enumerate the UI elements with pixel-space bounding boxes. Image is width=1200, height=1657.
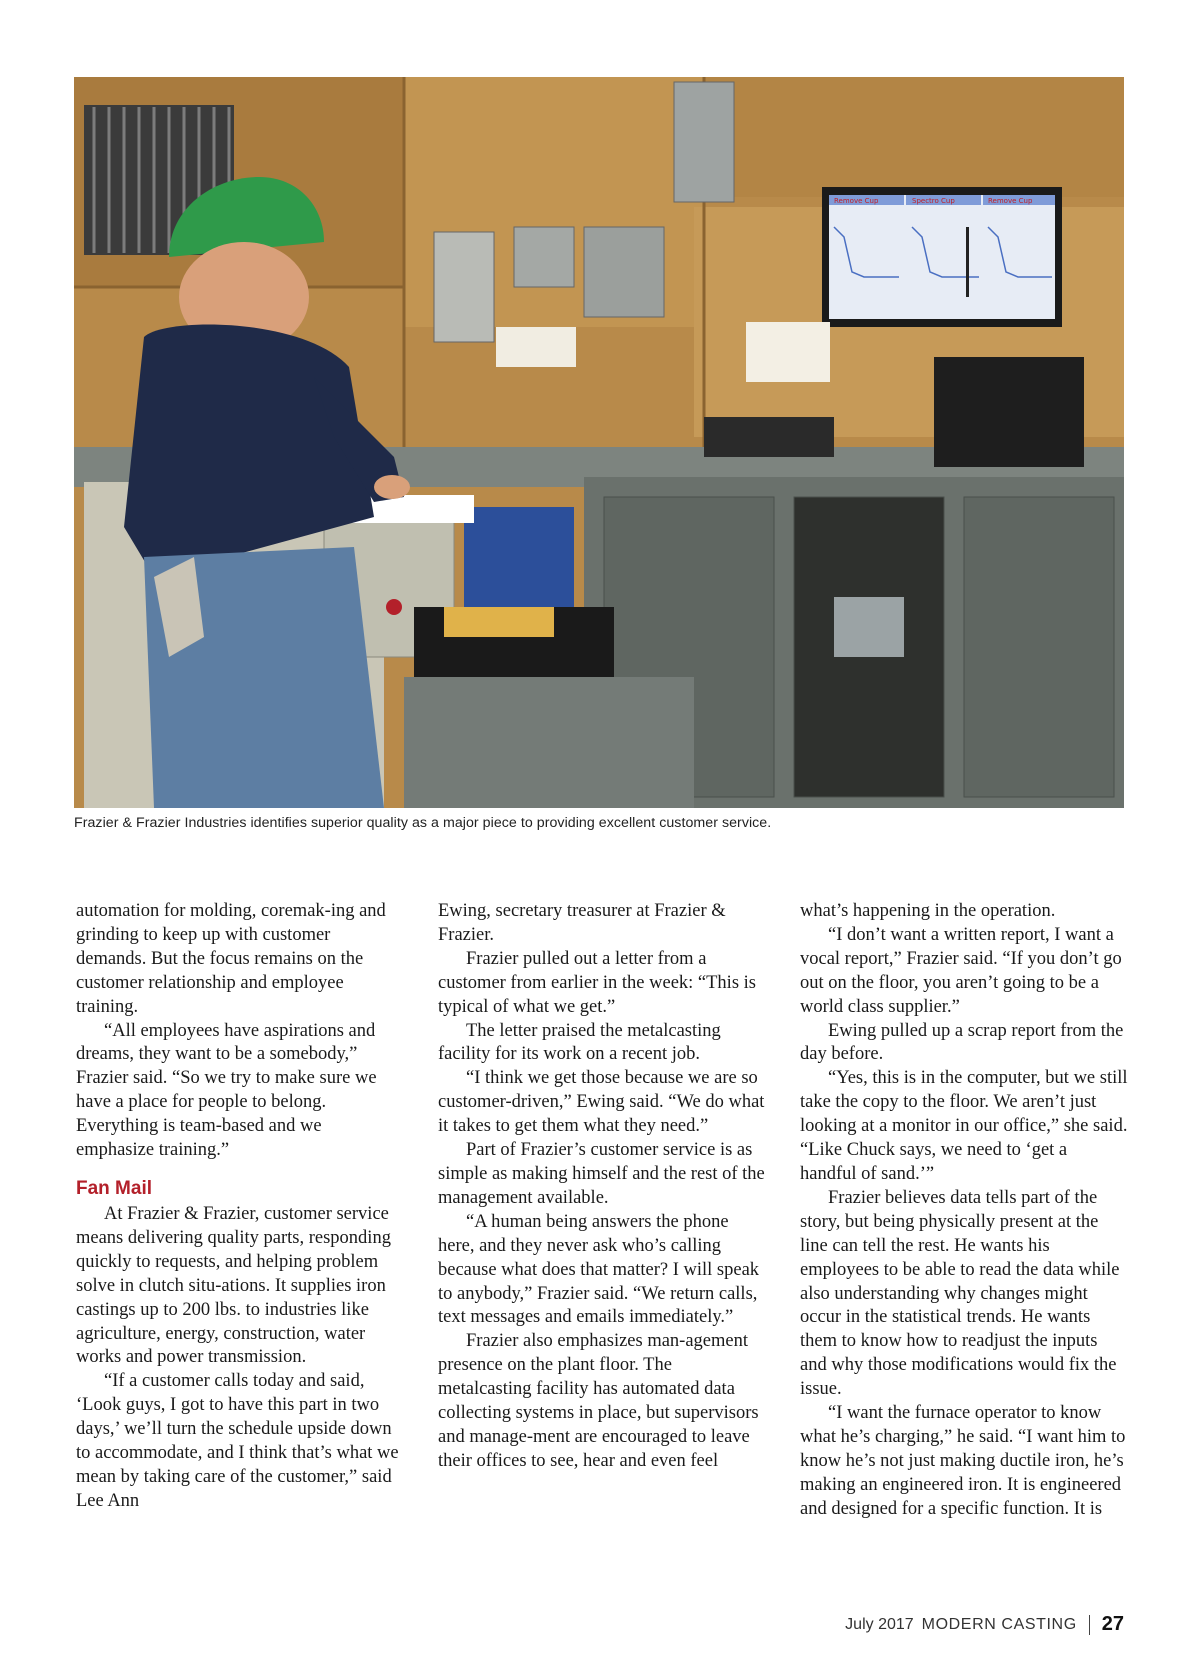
text-column-3 bbox=[800, 900, 1128, 1522]
paragraph: “I think we get those because we are so customer-driven,” Ewing said. “We do what it takes to get them what they need.” bbox=[438, 1068, 765, 1137]
paragraph: automation for molding, coremak-ing and grinding to keep up with customer demands. But the focus remains on the customer relationship and employee training. bbox=[76, 901, 386, 1017]
paragraph: Frazier believes data tells part of the story, but being physically present at the line can tell the rest. He wants his employees to be able to read the data while also understanding why changes might occur in the statistical trends. He wants them to know how to readjust the inputs and why those modifications would fix the issue. bbox=[800, 1187, 1120, 1400]
paragraph: Frazier pulled out a letter from a customer from earlier in the week: “This is typical of what we get.” bbox=[438, 948, 756, 1017]
paragraph: Ewing, secretary treasurer at Frazier & Frazier. bbox=[438, 901, 726, 945]
paragraph: At Frazier & Frazier, customer service means delivering quality parts, responding quickly to requests, and helping problem solve in clutch situ-ations. It supplies iron castings up to 200 lbs. to industries like agriculture, energy, construction, water works and power transmission. bbox=[76, 1203, 391, 1368]
paragraph: “I don’t want a written report, I want a vocal report,” Frazier said. “If you don’t go out on the floor, you aren’t going to be a world class supplier.” bbox=[800, 924, 1122, 1017]
text-column-2 bbox=[438, 900, 766, 1474]
text-column-1 bbox=[76, 900, 404, 1514]
paragraph: Ewing pulled up a scrap report from the day before. bbox=[800, 1020, 1124, 1065]
paragraph: what’s happening in the operation. bbox=[800, 901, 1056, 921]
paragraph: “If a customer calls today and said, ‘Look guys, I got to have this part in two days,’ we’ll turn the schedule upside down to accommodate, and I think that’s what we mean by taking care of the customer,” said Lee Ann bbox=[76, 1371, 399, 1511]
paragraph: “All employees have aspirations and dreams, they want to be a somebody,” Frazier said. “So we try to make sure we have a place for people to belong. Everything is team-based and we emphasize training.” bbox=[76, 1020, 377, 1161]
paragraph: The letter praised the metalcasting facility for its work on a recent job. bbox=[438, 1020, 721, 1065]
paragraph: “Yes, this is in the computer, but we still take the copy to the floor. We aren’t just looking at a monitor in our office,” she said. “Like Chuck says, we need to ‘get a handful of sand.’” bbox=[800, 1068, 1128, 1184]
paragraph: Frazier also emphasizes man-agement presence on the plant floor. The metalcasting facility has automated data collecting systems in place, but supervisors and manage-ment are encouraged to leave their offices to see, hear and even feel bbox=[438, 1331, 759, 1471]
section-subhead: Fan Mail bbox=[76, 1177, 153, 1199]
photo-caption: Frazier & Frazier Industries identifies superior quality as a major piece to providing excellent customer service. bbox=[74, 815, 772, 831]
page-footer bbox=[845, 1613, 1124, 1636]
issue-date: July 2017 bbox=[845, 1615, 914, 1633]
paragraph: “A human being answers the phone here, and they never ask who’s calling because what does that matter? I will speak to anybody,” Frazier said. “We return calls, text messages and emails immediately.” bbox=[438, 1211, 760, 1328]
paragraph: Part of Frazier’s customer service is as simple as making himself and the rest of the management available. bbox=[438, 1140, 765, 1208]
foundry-workstation-photo-icon bbox=[74, 77, 1124, 808]
paragraph: “I want the furnace operator to know what he’s charging,” he said. “I want him to know he’s not just making ductile iron, he’s making an engineered iron. It is engineered and designed for a specific function. It is bbox=[800, 1403, 1126, 1519]
publication-name: MODERN CASTING bbox=[921, 1615, 1077, 1633]
page-number: 27 bbox=[1101, 1613, 1124, 1635]
foundry-photo bbox=[74, 77, 1124, 808]
footer-divider bbox=[1089, 1615, 1090, 1635]
monitor-header-3: Remove Cup bbox=[988, 197, 1033, 205]
monitor-header-1: Remove Cup bbox=[834, 197, 879, 205]
monitor-header-2: Spectro Cup bbox=[912, 197, 955, 205]
